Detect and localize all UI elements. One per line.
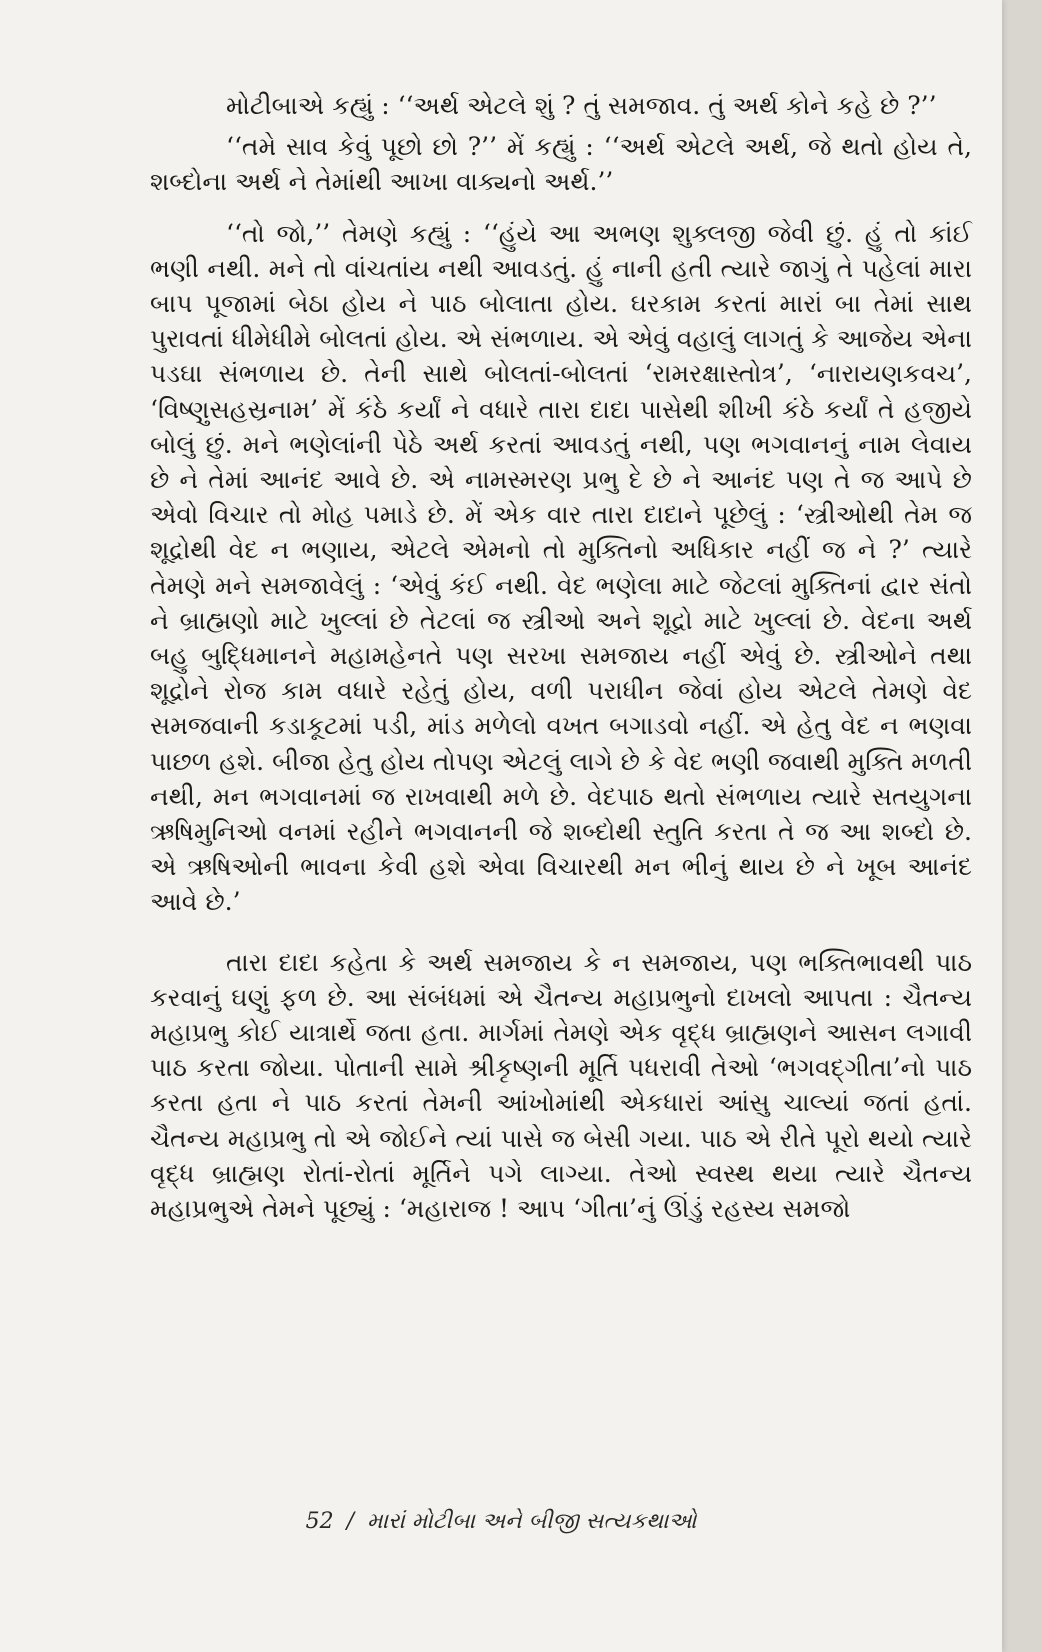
paragraph-3: ‘‘તો જો,’’ તેમણે કહ્યું : ‘‘હુંયે આ અભણ શુક્લજી જેવી છું. હું તો કાંઈ ભણી નથી. મને તો વાંચતાંય નથી આવડતું. હું નાની હતી ત્યારે જાગું તે પહેલાં મારા બાપ પૂજામાં બેઠા હોય ને પાઠ બોલાતા હોય. ઘરકામ કરતાં મારાં બા તેમાં સાથ પુરાવતાં ધીમેધીમે બોલતાં હોય. એ સંભળાય. એ એવું વહાલું લાગતું કે આજેય એના પડઘા સંભળાય છે. તેની સાથે બોલતાં-બોલતાં ‘રામરક્ષાસ્તોત્ર’, ‘નારાયણકવચ’, ‘વિષ્ણુસહસ્રનામ’ મેં કંઠે કર્યાં ને વધારે તારા દાદા પાસેથી શીખી કંઠે કર્યાં તે હજીયે બોલું છું. મને ભણેલાંની પેઠે અર્થ કરતાં આવડતું નથી, પણ ભગવાનનું નામ લેવાય છે ને તેમાં આનંદ આવે છે. એ નામસ્મરણ પ્રભુ દે છે ને આનંદ પણ તે જ આપે છે એવો વિચાર તો મોહ પમાડે છે. મેં એક વાર તારા દાદાને પૂછેલું : ‘સ્ત્રીઓથી તેમ જ શૂદ્રોથી વેદ ન ભણાય, એટલે એમનો તો મુક્તિનો અધિકાર નહીં જ ને ?’ ત્યારે તેમણે મને સમજાવેલું : ‘એવું કંઈ નથી. વેદ ભણેલા માટે જેટલાં મુક્તિનાં દ્વાર સંતો ને બ્રાહ્મણો માટે ખુલ્લાં છે તેટલાં જ સ્ત્રીઓ અને શૂદ્રો માટે ખુલ્લાં છે. વેદના અર્થ બહુ બુદ્ધિમાનને મહામહેનતે પણ સરખા સમજાય નહીં એવું છે. સ્ત્રીઓને તથા શૂદ્રોને રોજ કામ વધારે રહેતું હોય, વળી પરાધીન જેવાં હોય એટલે તેમણે વેદ સમજવાની કડાકૂટમાં પડી, માંડ મળેલો વખત બગાડવો નહીં. એ હેતુ વેદ ન ભણવા પાછળ હશે. બીજા હેતુ હોય તોપણ એટલું લાગે છે કે વેદ ભણી જવાથી મુક્તિ મળતી નથી, મન ભગવાનમાં જ રાખવાથી મળે છે. વેદપાઠ થતો સંભળાય ત્યારે સતયુગના ઋષિમુનિઓ વનમાં રહીને ભગવાનની જે શબ્દોથી સ્તુતિ કરતા તે જ આ શબ્દો છે. એ ઋષિઓની ભાવના કેવી હશે એવા વિચારથી મન ભીનું થાય છે ને ખૂબ આનંદ આવે છે.’ xyxy=(150,218,973,917)
paragraph-2: ‘‘તમે સાવ કેવું પૂછો છો ?’’ મેં કહ્યું : ‘‘અર્થ એટલે અર્થ, જે થતો હોય તે, શબ્દોના અર્થ ને તેમાંથી આખા વાક્યનો અર્થ.’’ xyxy=(150,132,972,197)
paragraph-1: મોટીબાએ કહ્યું : ‘‘અર્થ એટલે શું ? તું સમજાવ. તું અર્થ કોને કહે છે ?’’ xyxy=(226,91,937,120)
page-number: 52 xyxy=(305,1509,334,1534)
paragraph-4: તારા દાદા કહેતા કે અર્થ સમજાય કે ન સમજાય, પણ ભક્તિભાવથી પાઠ કરવાનું ઘણું ફળ છે. આ સંબંધમાં એ ચૈતન્ય મહાપ્રભુનો દાખલો આપતા : ચૈતન્ય મહાપ્રભુ કોઈ યાત્રાર્થે જતા હતા. માર્ગમાં તેમણે એક વૃદ્ધ બ્રાહ્મણને આસન લગાવી પાઠ કરતા જોયા. પોતાની સામે શ્રીકૃષ્ણની મૂર્તિ પધરાવી તેઓ ‘ભગવદ્‌ગીતા’નો પાઠ કરતા હતા ને પાઠ કરતાં તેમની આંખોમાંથી એકધારાં આંસુ ચાલ્યાં જતાં હતાં. ચૈતન્ય મહાપ્રભુ તો એ જોઈને ત્યાં પાસે જ બેસી ગયા. પાઠ એ રીતે પૂરો થયો ત્યારે વૃદ્ધ બ્રાહ્મણ રોતાં-રોતાં મૂર્તિને પગે લાગ્યા. તેઓ સ્વસ્થ થયા ત્યારે ચૈતન્ય મહાપ્રભુએ તેમને પૂછ્યું : ‘મહારાજ ! આપ ‘ગીતા’નું ઊંડું રહસ્ય સમજો xyxy=(150,947,972,1224)
book-title: મારાં મોટીબા અને બીજી સત્યકથાઓ xyxy=(367,1509,697,1534)
page-footer xyxy=(0,1509,1002,1534)
body-text xyxy=(150,88,972,1226)
footer-separator: / xyxy=(346,1509,355,1534)
